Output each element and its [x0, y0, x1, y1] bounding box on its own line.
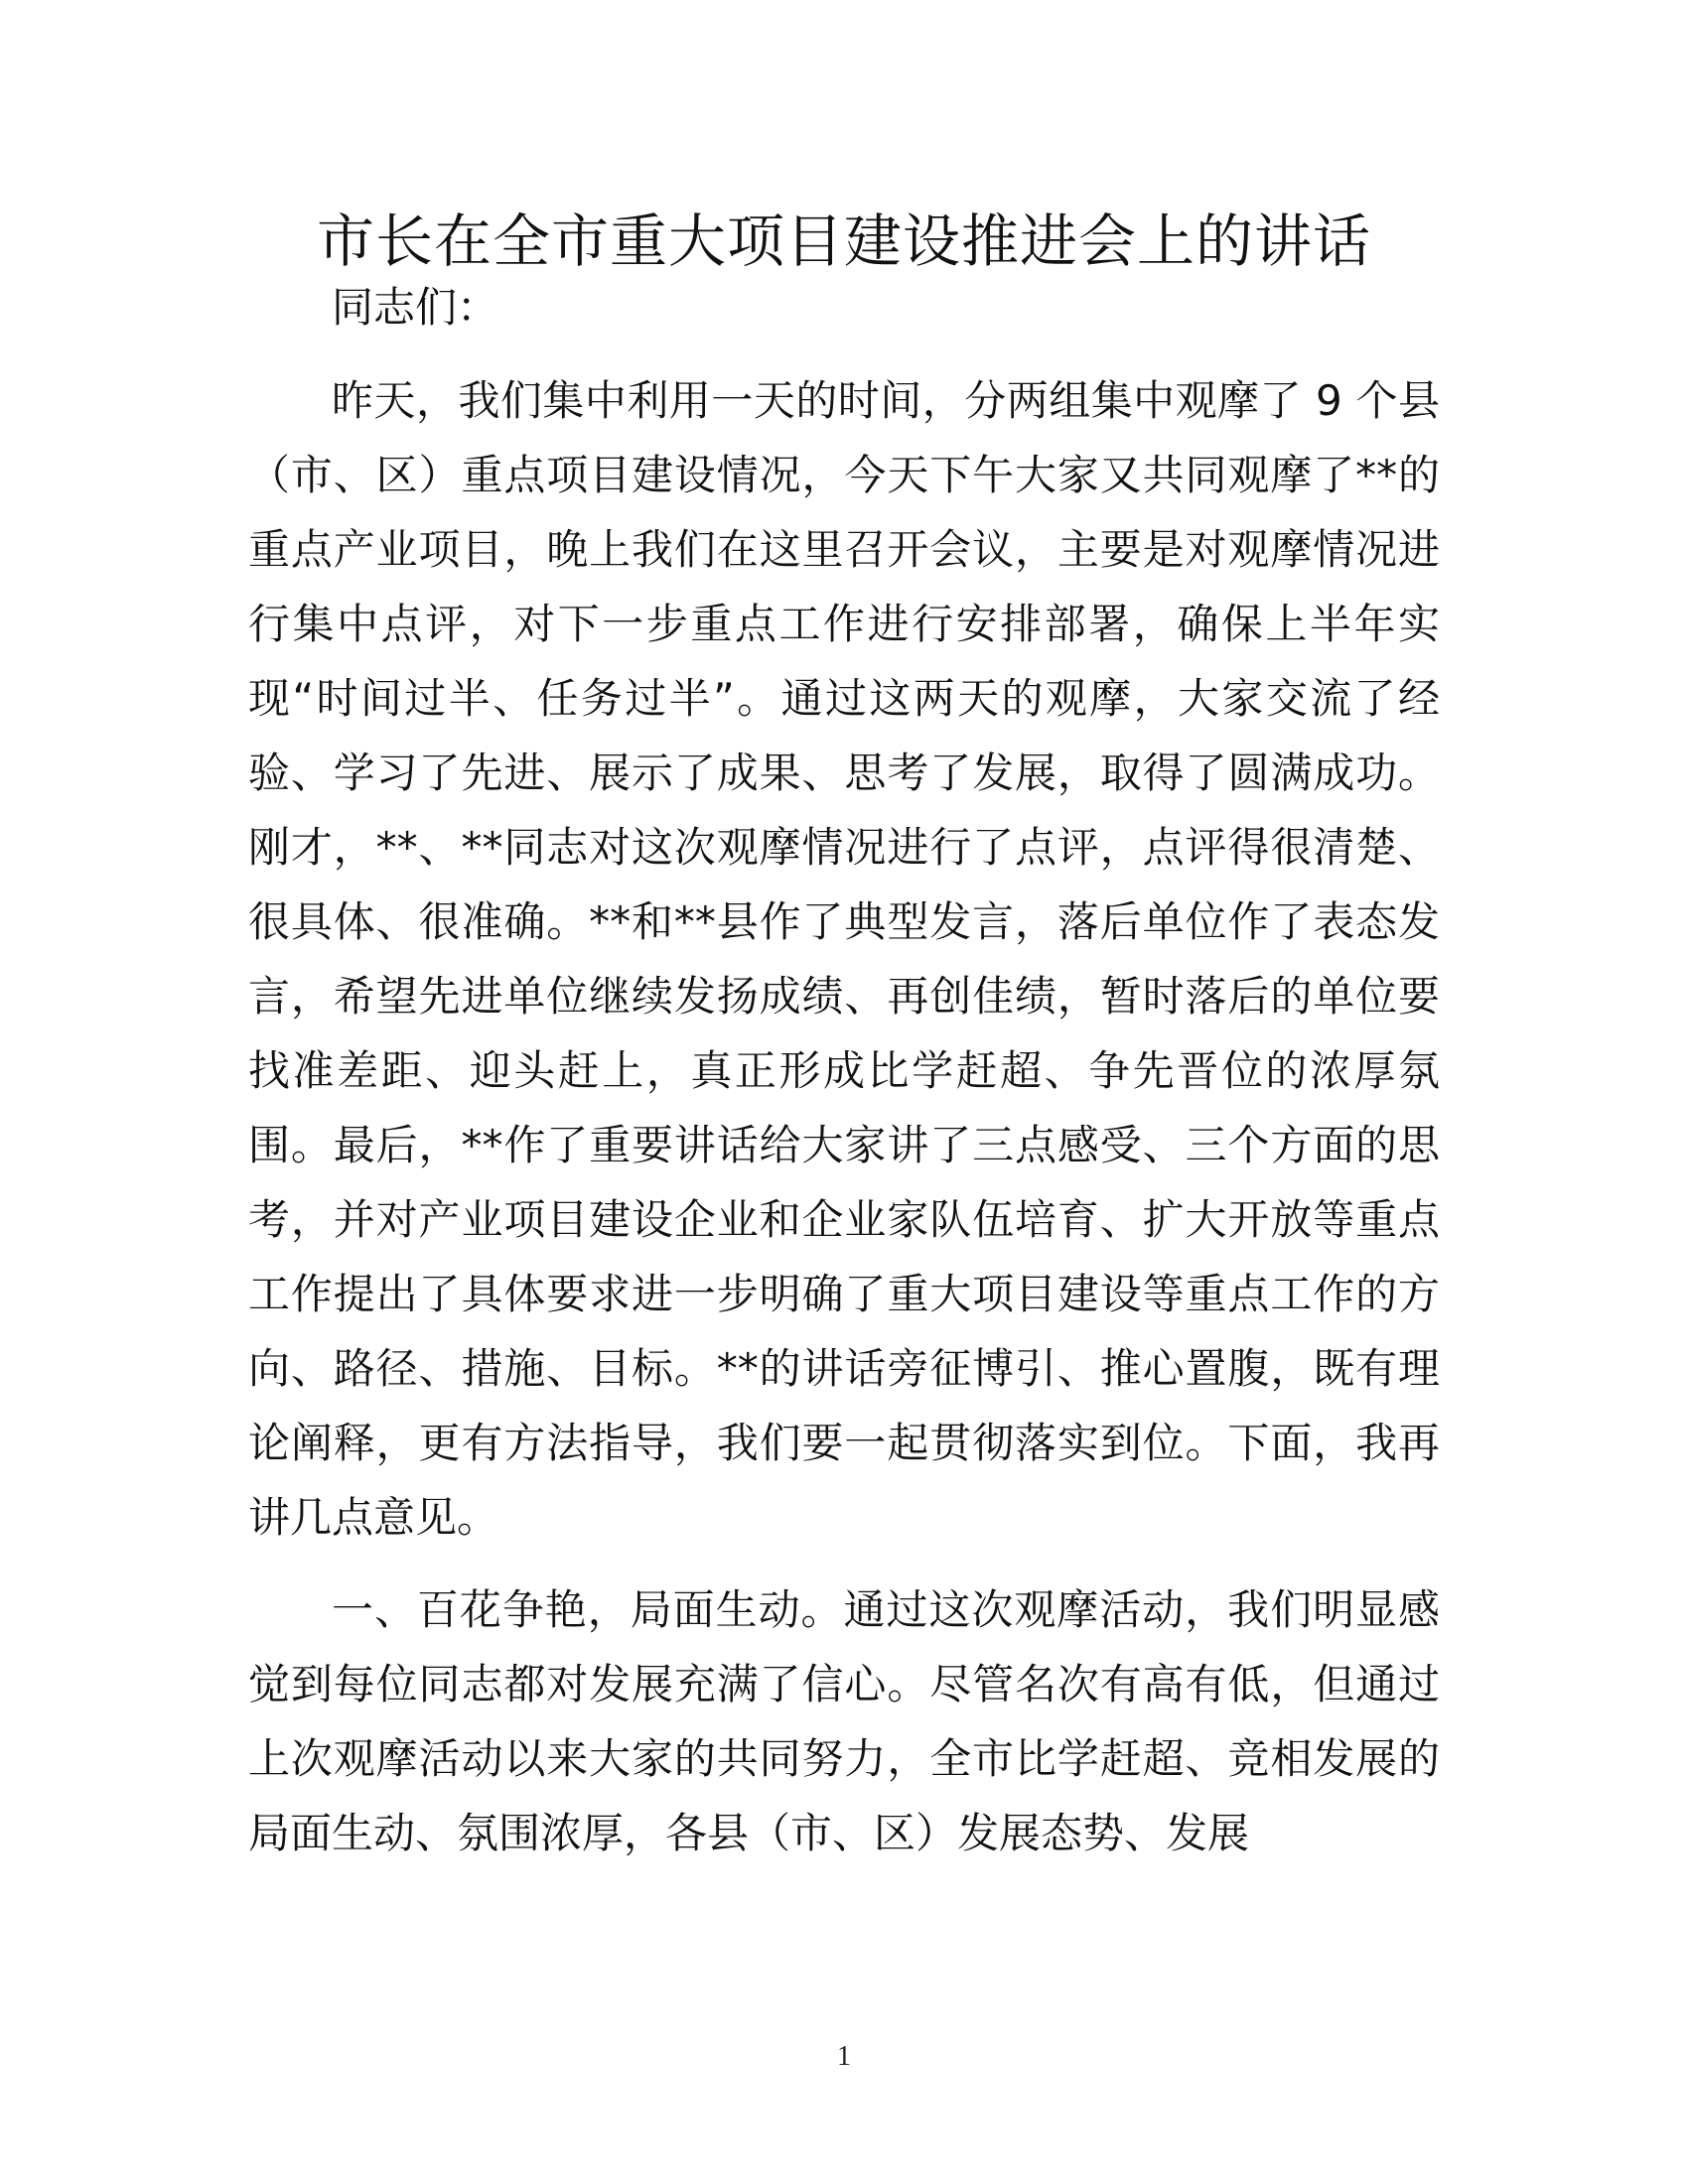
- page-number: 1: [837, 2041, 851, 2072]
- document-body: [248, 270, 1440, 1870]
- greeting: 同志们：: [332, 283, 499, 332]
- document-title: 市长在全市重大项目建设推进会上的讲话: [316, 207, 1371, 275]
- paragraph-1: 昨天，我们集中利用一天的时间，分两组集中观摩了 9 个县（市、区）重点项目建设情况，今天下午大家又共同观摩了**的重点产业项目，晚上我们在这里召开会议，主要是对观摩情况进行集中点评，对下一步重点工作进行安排部署，确保上半年实现“时间过半、任务过半”。通过这两天的观摩，大家交流了经验、学习了先进、展示了成果、思考了发展，取得了圆满成功。刚才，**、**同志对这次观摩情况进行了点评，点评得很清楚、很具体、很准确。**和**县作了典型发言，落后单位作了表态发言，希望先进单位继续发扬成绩、再创佳绩，暂时落后的单位要找准差距、迎头赶上，真正形成比学赶超、争先晋位的浓厚氛围。最后，**作了重要讲话给大家讲了三点感受、三个方面的思考，并对产业项目建设企业和企业家队伍培育、扩大开放等重点工作提出了具体要求进一步明确了重大项目建设等重点工作的方向、路径、措施、目标。**的讲话旁征博引、推心置腹，既有理论阐释，更有方法指导，我们要一起贯彻落实到位。下面，我再讲几点意见。: [248, 376, 1440, 1542]
- paragraph-2: 一、百花争艳，局面生动。通过这次观摩活动，我们明显感觉到每位同志都对发展充满了信心。尽管名次有高有低，但通过上次观摩活动以来大家的共同努力，全市比学赶超、竞相发展的局面生动、氛围浓厚，各县（市、区）发展态势、发展: [248, 1585, 1440, 1857]
